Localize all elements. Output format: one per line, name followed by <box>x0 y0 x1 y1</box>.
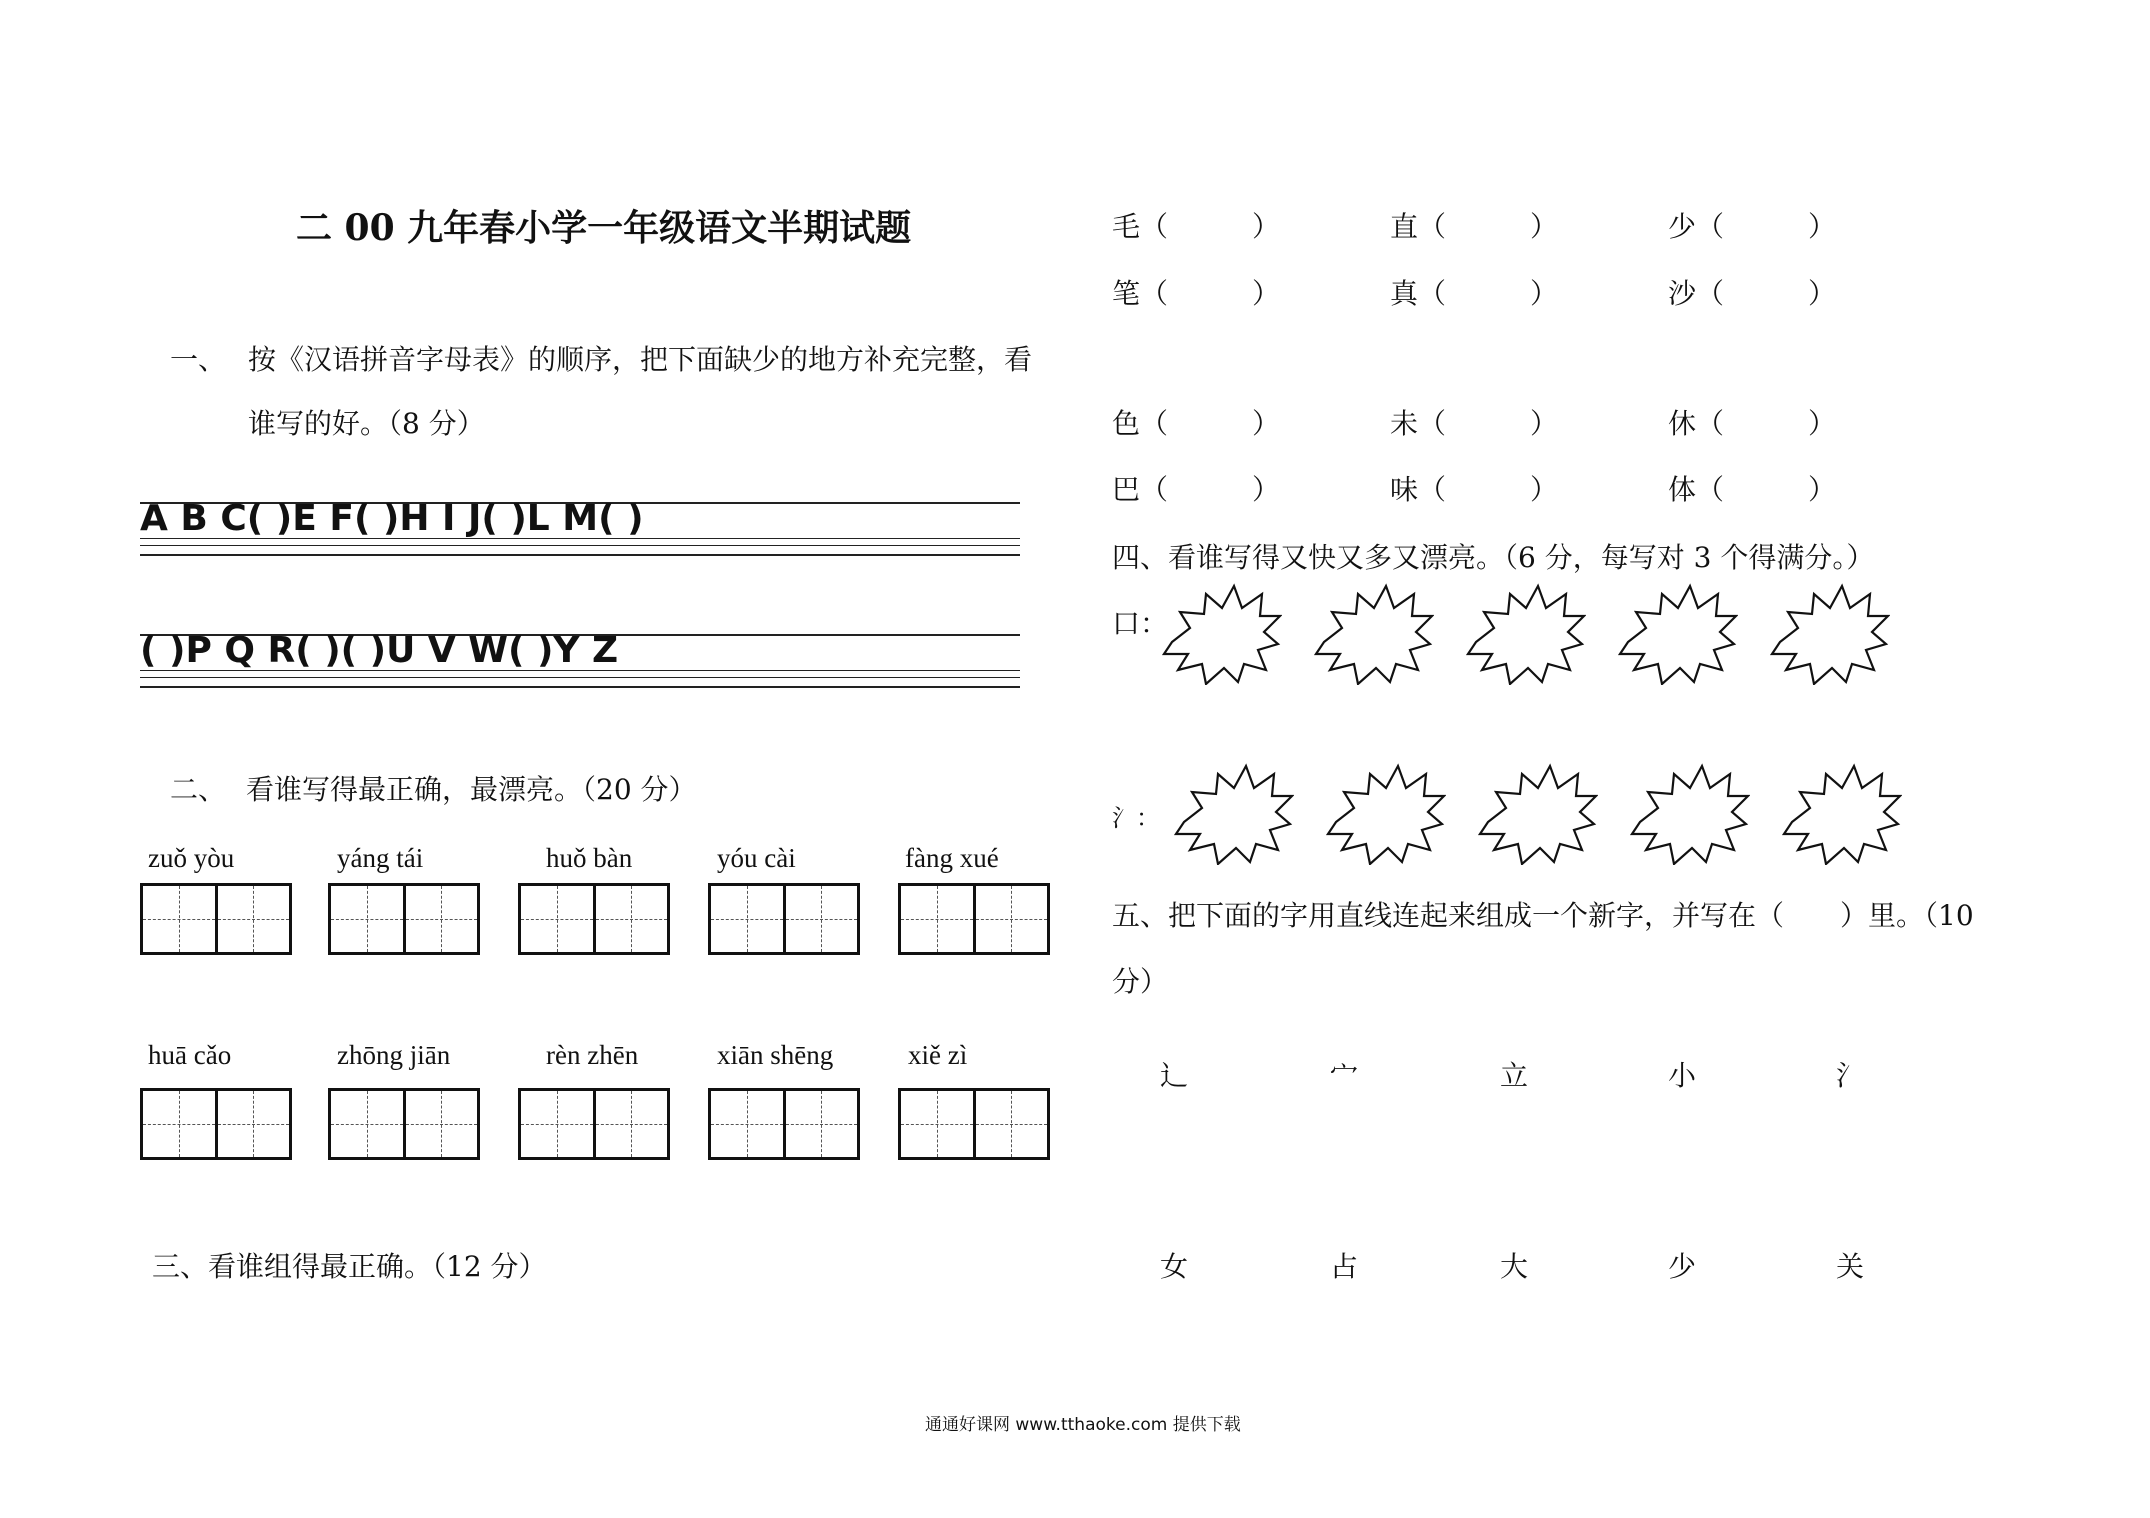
starburst-writing-area[interactable] <box>1618 580 1738 685</box>
word-group: 真（ ） <box>1390 277 1559 310</box>
word-group: 笔（ ） <box>1112 277 1281 310</box>
section5-instruction-line2: 分） <box>1112 965 1169 998</box>
starburst-writing-area[interactable] <box>1782 760 1902 865</box>
component-bottom[interactable]: 女 <box>1160 1250 1189 1283</box>
component-bottom[interactable]: 关 <box>1836 1250 1865 1283</box>
starburst-writing-area[interactable] <box>1162 580 1282 685</box>
pinyin-label: xiě zì <box>908 1040 968 1070</box>
radical-label-water: 氵： <box>1112 804 1160 832</box>
word-group: 未（ ） <box>1390 407 1559 440</box>
starburst-writing-area[interactable] <box>1314 580 1434 685</box>
section4-instruction: 四、看谁写得又快又多又漂亮。（6 分，每写对 3 个得满分。） <box>1112 541 1875 574</box>
starburst-writing-area[interactable] <box>1174 760 1294 865</box>
word-group: 直（ ） <box>1390 210 1559 243</box>
component-top[interactable]: 立 <box>1500 1059 1529 1092</box>
starburst-writing-area[interactable] <box>1770 580 1890 685</box>
word-group: 休（ ） <box>1668 407 1837 440</box>
alphabet-row-1 <box>140 498 1020 558</box>
section1-number: 一、 <box>170 343 227 376</box>
tianzige-box[interactable] <box>518 1088 670 1160</box>
section1-instruction-line2: 谁写的好。（8 分） <box>248 407 485 440</box>
tianzige-box[interactable] <box>518 883 670 955</box>
pinyin-label: fàng xué <box>905 843 999 873</box>
component-top[interactable]: 小 <box>1668 1059 1697 1092</box>
pinyin-label: xiān shēng <box>717 1040 834 1070</box>
tianzige-box[interactable] <box>708 883 860 955</box>
component-bottom[interactable]: 少 <box>1668 1250 1697 1283</box>
radical-label-kou: 口： <box>1112 607 1169 640</box>
word-group: 少（ ） <box>1668 210 1837 243</box>
starburst-writing-area[interactable] <box>1326 760 1446 865</box>
word-group: 巴（ ） <box>1112 473 1281 506</box>
starburst-writing-area[interactable] <box>1466 580 1586 685</box>
section5-instruction-line1: 五、把下面的字用直线连起来组成一个新字，并写在（ ）里。（10 <box>1112 899 1974 932</box>
word-group: 毛（ ） <box>1112 210 1281 243</box>
word-group: 沙（ ） <box>1668 277 1837 310</box>
tianzige-box[interactable] <box>898 1088 1050 1160</box>
page-title: 二 00 九年春小学一年级语文半期试题 <box>296 207 912 249</box>
pinyin-label: zuǒ yòu <box>148 843 235 873</box>
tianzige-box[interactable] <box>328 883 480 955</box>
starburst-writing-area[interactable] <box>1478 760 1598 865</box>
component-bottom[interactable]: 大 <box>1500 1250 1529 1283</box>
section1-instruction-line1: 按《汉语拼音字母表》的顺序，把下面缺少的地方补充完整，看 <box>248 343 1033 376</box>
tianzige-box[interactable] <box>898 883 1050 955</box>
pinyin-label: zhōng jiān <box>337 1040 451 1070</box>
word-group: 色（ ） <box>1112 407 1281 440</box>
alphabet-row-1-text: A B C( )E F( )H I J( )L M( ) <box>140 498 644 539</box>
component-top[interactable]: 辶 <box>1160 1059 1189 1092</box>
tianzige-box[interactable] <box>708 1088 860 1160</box>
alphabet-row-2-text: ( )P Q R( )( )U V W( )Y Z <box>140 630 619 671</box>
starburst-writing-area[interactable] <box>1630 760 1750 865</box>
alphabet-row-2 <box>140 630 1020 690</box>
pinyin-label: huā cǎo <box>148 1040 232 1070</box>
component-top[interactable]: 氵 <box>1836 1059 1865 1092</box>
pinyin-label: rèn zhēn <box>546 1040 639 1070</box>
tianzige-box[interactable] <box>140 1088 292 1160</box>
pinyin-label: yáng tái <box>337 843 424 873</box>
section3-instruction: 三、看谁组得最正确。（12 分） <box>152 1250 547 1283</box>
footer-credit: 通通好课网 www.tthaoke.com 提供下载 <box>925 1415 1241 1435</box>
pinyin-label: huǒ bàn <box>546 843 633 873</box>
section2-instruction: 看谁写得最正确，最漂亮。（20 分） <box>246 773 697 806</box>
tianzige-box[interactable] <box>140 883 292 955</box>
pinyin-label: yóu cài <box>717 843 796 873</box>
section2-number: 二、 <box>170 773 227 806</box>
word-group: 味（ ） <box>1390 473 1559 506</box>
component-bottom[interactable]: 占 <box>1330 1250 1359 1283</box>
tianzige-box[interactable] <box>328 1088 480 1160</box>
component-top[interactable]: 宀 <box>1330 1059 1359 1092</box>
word-group: 体（ ） <box>1668 473 1837 506</box>
